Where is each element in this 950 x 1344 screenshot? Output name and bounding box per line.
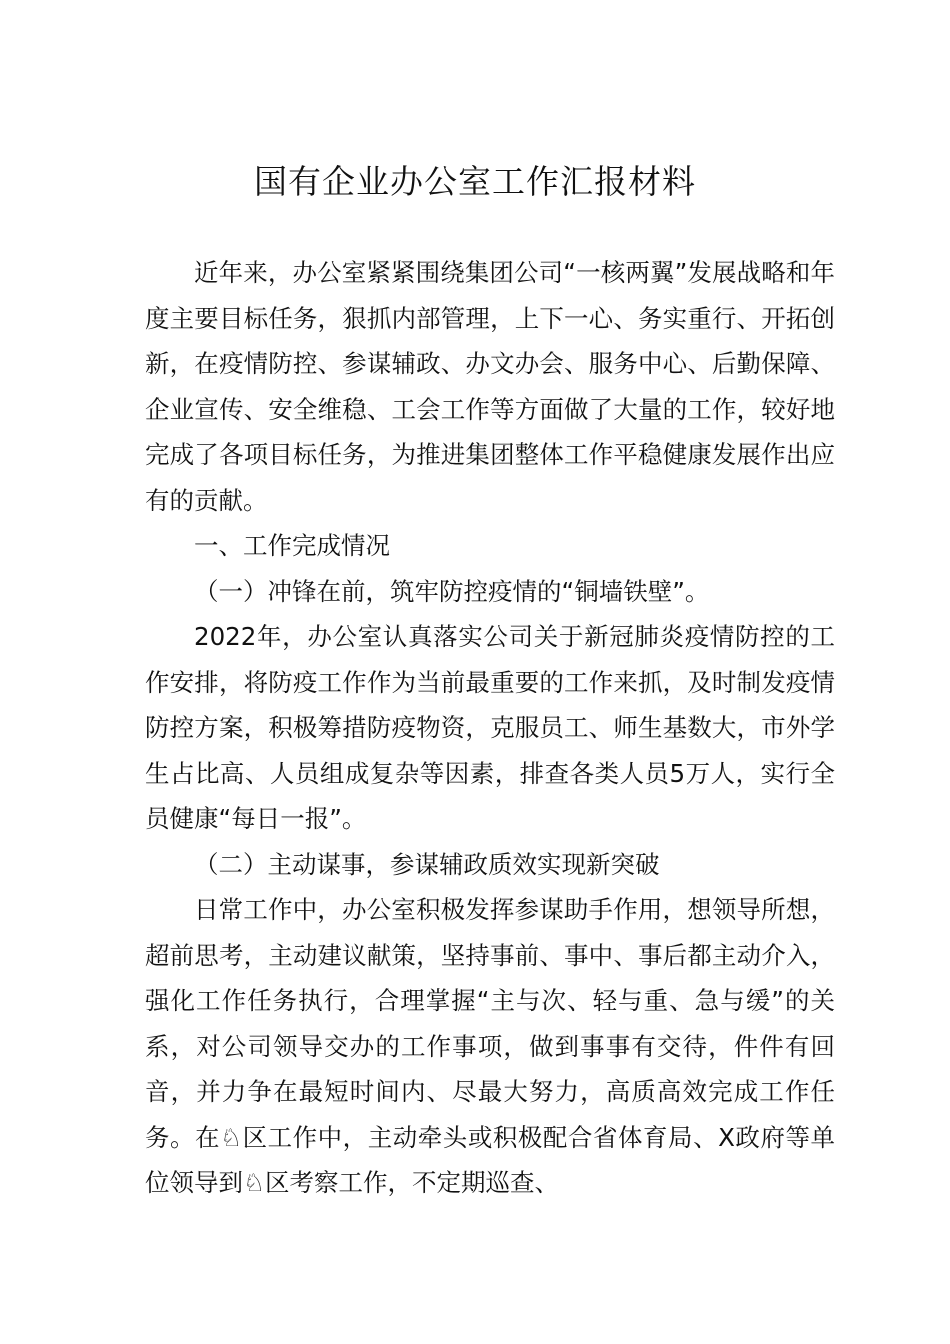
- section-heading-work-completion: 一、工作完成情况: [194, 531, 390, 560]
- subsection-heading-epidemic: （一）冲锋在前，筑牢防控疫情的“铜墙铁壁”。: [194, 576, 710, 606]
- intro-paragraph: 近年来，办公室紧紧围绕集团公司“一核两翼”发展战略和年度主要目标任务，狠抓内部管理，上下一心、务实重行、开拓创新，在疫情防控、参谋辅政、办文办会、服务中心、后勤保障、企业宣传、安全维稳、工会工作等方面做了大量的工作，较好地完成了各项目标任务，为推进集团整体工作平稳健康发展作出应有的贡献。: [145, 258, 835, 515]
- subsection-heading-advisory: （二）主动谋事，参谋辅政质效实现新突破: [194, 849, 660, 879]
- document-title: 国有企业办公室工作汇报材料: [254, 162, 696, 201]
- document-body: [145, 250, 835, 1206]
- advisory-paragraph: 日常工作中，办公室积极发挥参谋助手作用，想领导所想，超前思考，主动建议献策，坚持事前、事中、事后都主动介入，强化工作任务执行，合理掌握“主与次、轻与重、急与缓”的关系，对公司领导交办的工作事项，做到事事有交待，件件有回音，并力争在最短时间内、尽最大努力，高质高效完成工作任务。在♘区工作中，主动牵头或积极配合省体育局、X政府等单位领导到♘区考察工作，不定期巡查、: [145, 895, 835, 1197]
- epidemic-paragraph: 2022年，办公室认真落实公司关于新冠肺炎疫情防控的工作安排，将防疫工作作为当前最重要的工作来抓，及时制发疫情防控方案，积极筹措防疫物资，克服员工、师生基数大，市外学生占比高、人员组成复杂等因素，排查各类人员5万人，实行全员健康“每日一报”。: [145, 622, 835, 833]
